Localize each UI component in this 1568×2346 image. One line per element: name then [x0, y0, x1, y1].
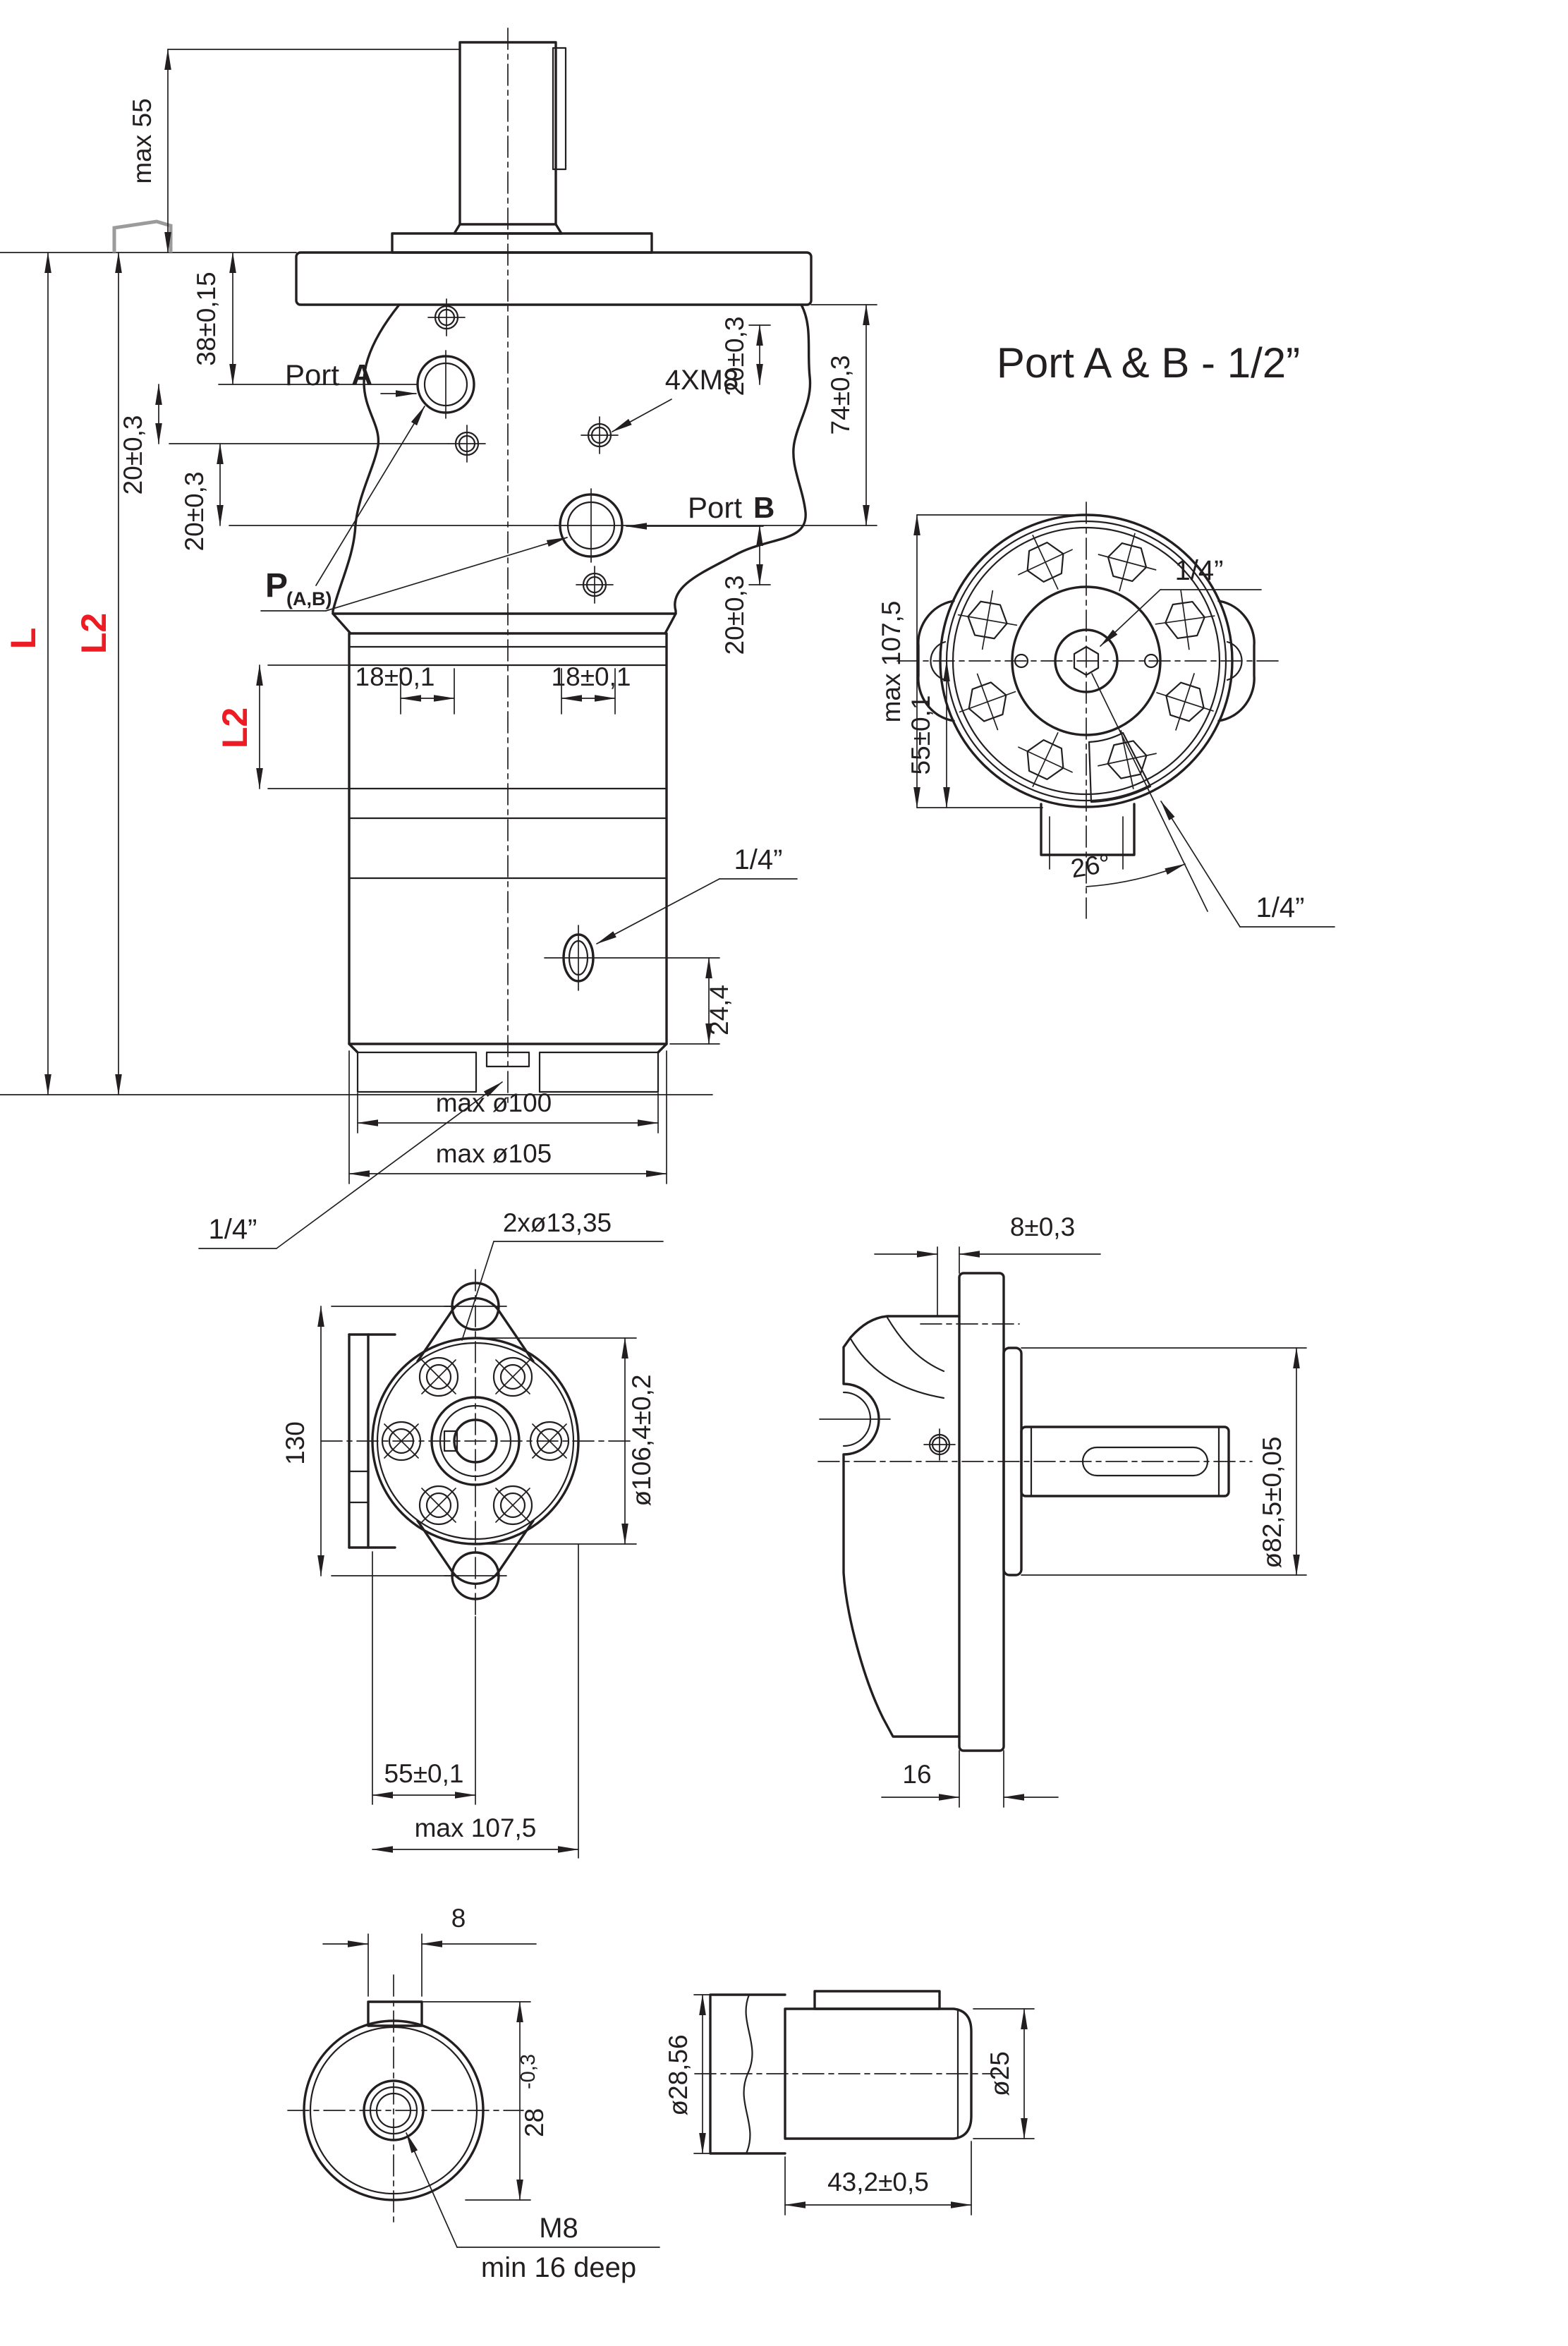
key: [815, 1991, 940, 2009]
quarter-lower-label: 1/4”: [1256, 892, 1305, 923]
dim-130-label: 130: [281, 1421, 310, 1465]
housing-taper-right: [665, 614, 676, 633]
mounting-flange: [296, 253, 811, 305]
flange-plate: [959, 1273, 1004, 1751]
screw-6: [494, 1358, 532, 1396]
dim-74-label: 74±0,3: [826, 355, 855, 435]
dim-max55-label: max 55: [128, 98, 157, 184]
port-b-letter: B: [753, 491, 775, 524]
hex-plug-8: [1152, 587, 1219, 654]
port-b-callout: [626, 491, 774, 526]
housing-curve-2: [851, 1339, 944, 1398]
flange-bolt-hole: [924, 1429, 955, 1460]
dim-55-label: 55±0,1: [906, 695, 935, 775]
flange-front-view: [281, 1208, 663, 1858]
screw-5: [420, 1358, 458, 1396]
dim-L-label: L: [4, 627, 43, 650]
dim-L2: [74, 253, 118, 1095]
m8-hole-4: [576, 566, 613, 603]
quarter-center-label: 1/4”: [1174, 555, 1224, 586]
dim-55: [906, 661, 947, 808]
dim-8-03: [875, 1212, 1100, 1316]
cover-bevel-left: [349, 1044, 358, 1052]
dim-18-pair: [355, 662, 631, 714]
dim-max-107-5-bottom-label: max 107,5: [414, 1813, 537, 1842]
housing-profile: [844, 1316, 959, 1737]
dim-28-tol-label: -0,3: [517, 2054, 540, 2089]
quarter-center-callout: [1100, 555, 1261, 646]
dim-20-left1: [118, 384, 449, 494]
dim-43-2-label: 43,2±0,5: [827, 2168, 929, 2196]
dim-d106-4-label: ø106,4±0,2: [627, 1374, 656, 1507]
port-b-boss: [554, 489, 628, 562]
quarter-lower-callout: [1161, 801, 1335, 927]
dim-16: [882, 1751, 1058, 1807]
p-ab-callout: [261, 406, 567, 611]
dim-max-d100-label: max ø100: [435, 1088, 552, 1117]
angle-26-label: 26°: [1069, 849, 1112, 884]
dim-8-03-label: 8±0,3: [1009, 1212, 1076, 1241]
port-end-view: [877, 339, 1335, 927]
4xm8-label: 4XM8: [664, 365, 739, 396]
dim-d28-56-label: ø28,56: [664, 2034, 693, 2116]
dim-2x-d13-35: [462, 1208, 663, 1340]
shaft-key-section-view: [288, 1904, 660, 2283]
m8-hole-2: [581, 417, 618, 454]
ports-note-title: Port A & B - 1/2”: [996, 339, 1301, 387]
dim-18-left-label: 18±0,1: [355, 662, 435, 691]
knurl-right: [540, 1052, 658, 1092]
screw-3: [420, 1486, 458, 1524]
port-a-word: Port: [285, 358, 340, 391]
dim-28-label: 28: [520, 2108, 549, 2137]
dim-43-2: [785, 2141, 971, 2215]
dim-20-left2: [180, 444, 557, 551]
dim-L: [4, 253, 48, 1095]
m8-hole-3: [449, 425, 485, 462]
m8-label: M8: [539, 2213, 578, 2244]
dim-16-label: 16: [902, 1760, 932, 1789]
quarter-right-callout: [597, 844, 797, 944]
dim-74: [628, 305, 877, 525]
dim-55-bottom: [372, 1552, 475, 1804]
dim-38-label: 38±0,15: [192, 272, 221, 366]
housing-taper-left: [333, 614, 351, 633]
flange-side-view: [818, 1212, 1306, 1807]
motor-side-view: [0, 28, 877, 1248]
dim-2x-label: 2xø13,35: [502, 1208, 612, 1237]
m8-callout: [406, 2133, 660, 2283]
port-a-letter: A: [351, 358, 373, 391]
dim-max-d105-label: max ø105: [435, 1139, 552, 1168]
dim-18-right-label: 18±0,1: [551, 662, 631, 691]
shaft-detail-view: [664, 1991, 1034, 2215]
quarter-right-label: 1/4”: [734, 844, 783, 875]
dim-20-left2-label: 20±0,3: [180, 471, 209, 552]
port-a-boss: [418, 351, 474, 418]
dim-L2-mid-label: L2: [215, 707, 255, 749]
dim-d82-5-label: ø82,5±0,05: [1258, 1436, 1287, 1569]
housing-curve-1: [887, 1318, 944, 1371]
port-b-word: Port: [688, 491, 743, 524]
p-label: P: [265, 567, 288, 604]
dim-55-bottom-label: 55±0,1: [384, 1759, 464, 1788]
ghost-step: [114, 221, 171, 253]
quarter-bottom-label: 1/4”: [208, 1214, 257, 1245]
dim-key-8: [323, 1904, 536, 1996]
dim-L2-label: L2: [74, 612, 114, 655]
bottom-pad: [1041, 804, 1134, 855]
dim-20-right1-label: 20±0,3: [720, 316, 749, 396]
screw-2: [494, 1486, 532, 1524]
port-a-callout: [285, 358, 416, 394]
knurl-left: [358, 1052, 476, 1092]
dim-L2-mid: [215, 665, 351, 789]
shaft-collar: [392, 233, 652, 253]
dim-20-right2-label: 20±0,3: [720, 575, 749, 655]
dim-24-4-label: 24,4: [705, 984, 734, 1036]
dim-28: [423, 2002, 549, 2200]
dim-max-107-5-label: max 107,5: [877, 600, 906, 723]
cover-bevel-right: [658, 1044, 667, 1052]
dim-max55: [128, 49, 458, 253]
dim-20-left1-label: 20±0,3: [118, 415, 147, 495]
dim-d25-label: ø25: [985, 2051, 1014, 2096]
m8-depth-note: min 16 deep: [480, 2252, 637, 2283]
dim-key-8-label: 8: [451, 1904, 466, 1933]
dim-20-right1: [720, 317, 770, 396]
p-sub-label: (A,B): [286, 588, 332, 609]
